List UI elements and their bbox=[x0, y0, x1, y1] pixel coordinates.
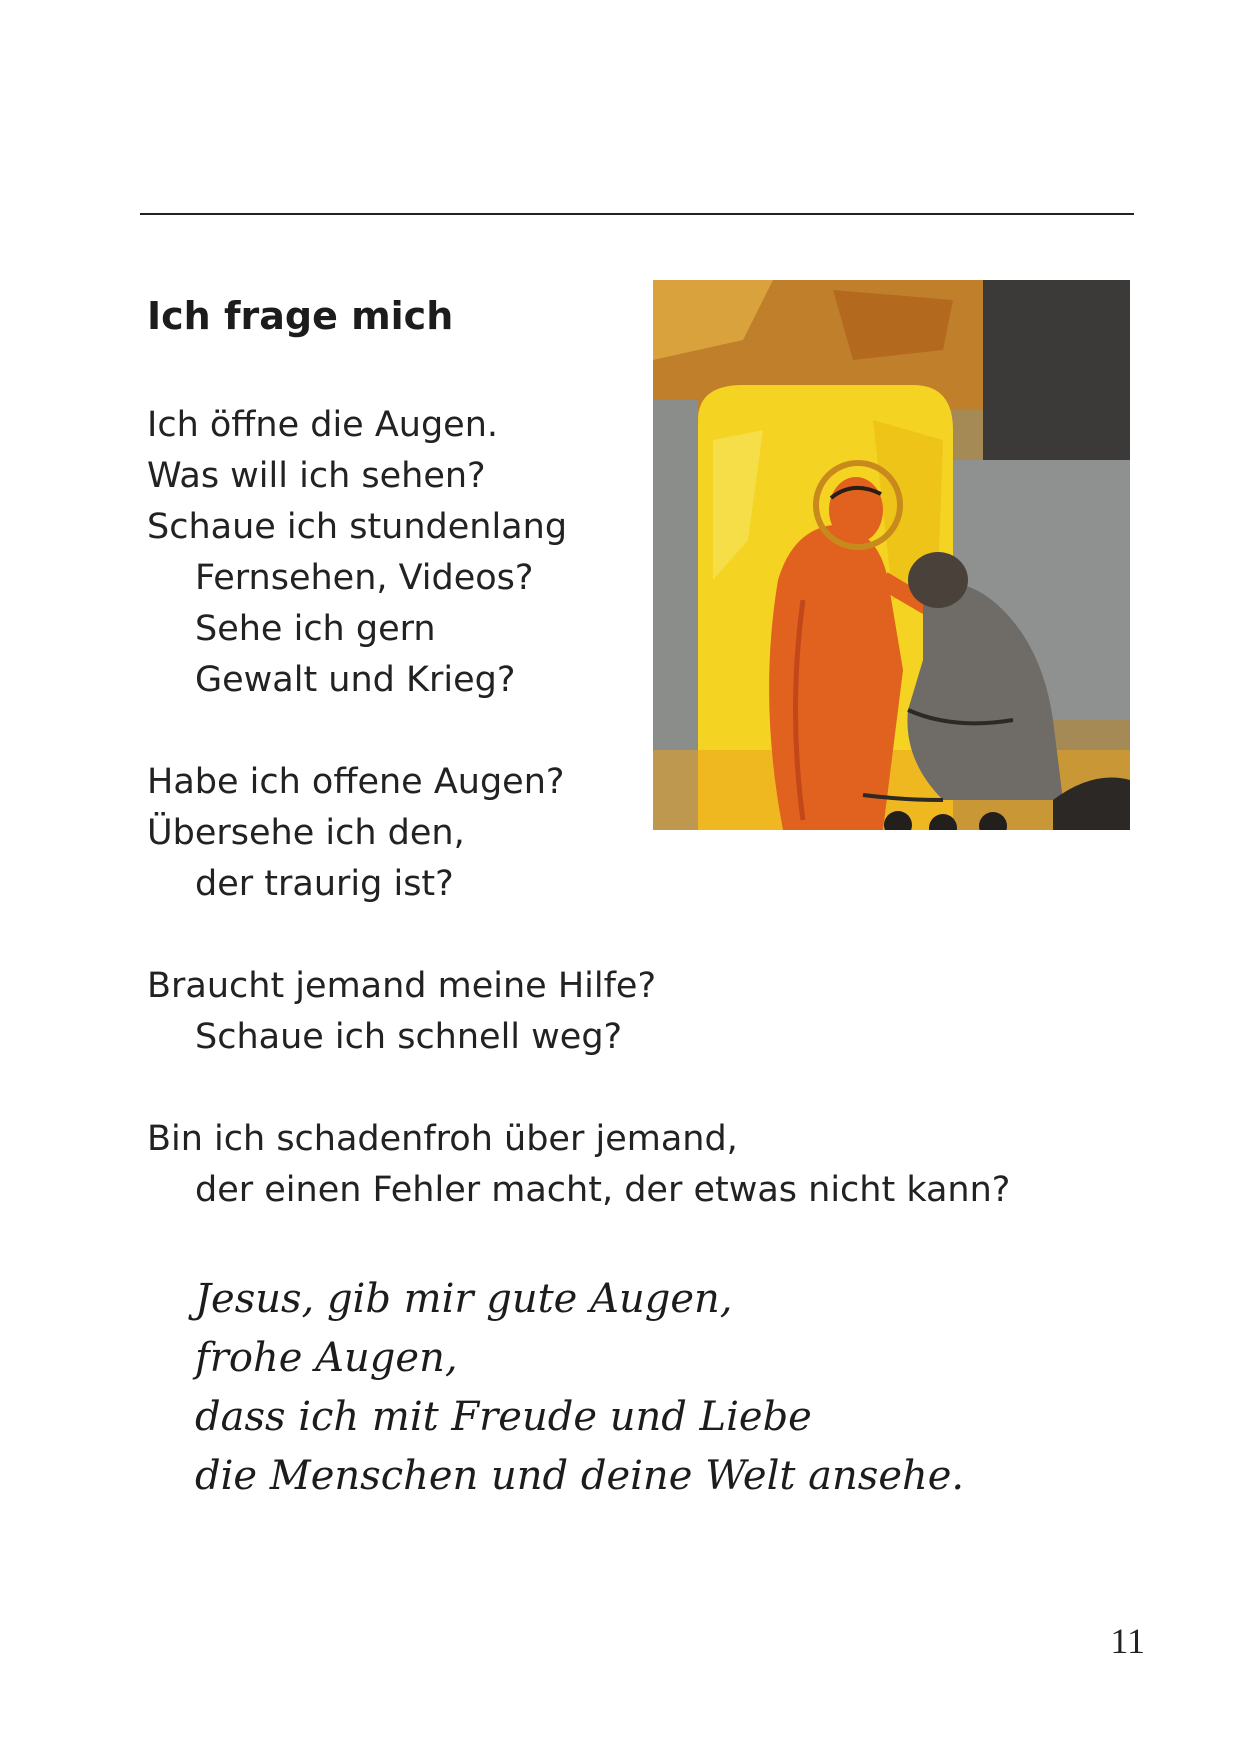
poem-line: Fernsehen, Videos? bbox=[195, 558, 534, 598]
prayer-line: frohe Augen, bbox=[195, 1335, 458, 1381]
poem-line: Habe ich offene Augen? bbox=[147, 762, 565, 802]
prayer bbox=[195, 1270, 1095, 1506]
page-title: Ich frage mich bbox=[147, 294, 454, 338]
painting-illustration bbox=[653, 280, 1130, 830]
poem-line: Sehe ich gern bbox=[195, 609, 436, 649]
poem-line: Gewalt und Krieg? bbox=[195, 660, 516, 700]
poem-line: Übersehe ich den, bbox=[147, 813, 465, 853]
poem-line: Ich öffne die Augen. bbox=[147, 405, 499, 445]
poem-line: Schaue ich schnell weg? bbox=[195, 1017, 623, 1057]
painting-seated-head bbox=[908, 552, 968, 608]
poem-line: Bin ich schadenfroh über jemand, bbox=[147, 1119, 738, 1159]
poem-line: der einen Fehler macht, der etwas nicht kann? bbox=[195, 1170, 1011, 1210]
poem-line: Braucht jemand meine Hilfe? bbox=[147, 966, 657, 1006]
page-number: 11 bbox=[1110, 1621, 1145, 1661]
prayer-line: Jesus, gib mir gute Augen, bbox=[195, 1276, 733, 1322]
poem-line: Was will ich sehen? bbox=[147, 456, 486, 496]
poem-line: der traurig ist? bbox=[195, 864, 454, 904]
poem-line: Schaue ich stundenlang bbox=[147, 507, 568, 547]
prayer-line: die Menschen und deine Welt ansehe. bbox=[195, 1453, 965, 1499]
painting-orange-figure bbox=[769, 525, 903, 830]
prayer-line: dass ich mit Freude und Liebe bbox=[195, 1394, 812, 1440]
stanza bbox=[147, 1114, 1047, 1216]
painting-dark-corner bbox=[983, 280, 1130, 490]
header-rule bbox=[140, 213, 1134, 215]
stanza bbox=[147, 961, 1047, 1063]
